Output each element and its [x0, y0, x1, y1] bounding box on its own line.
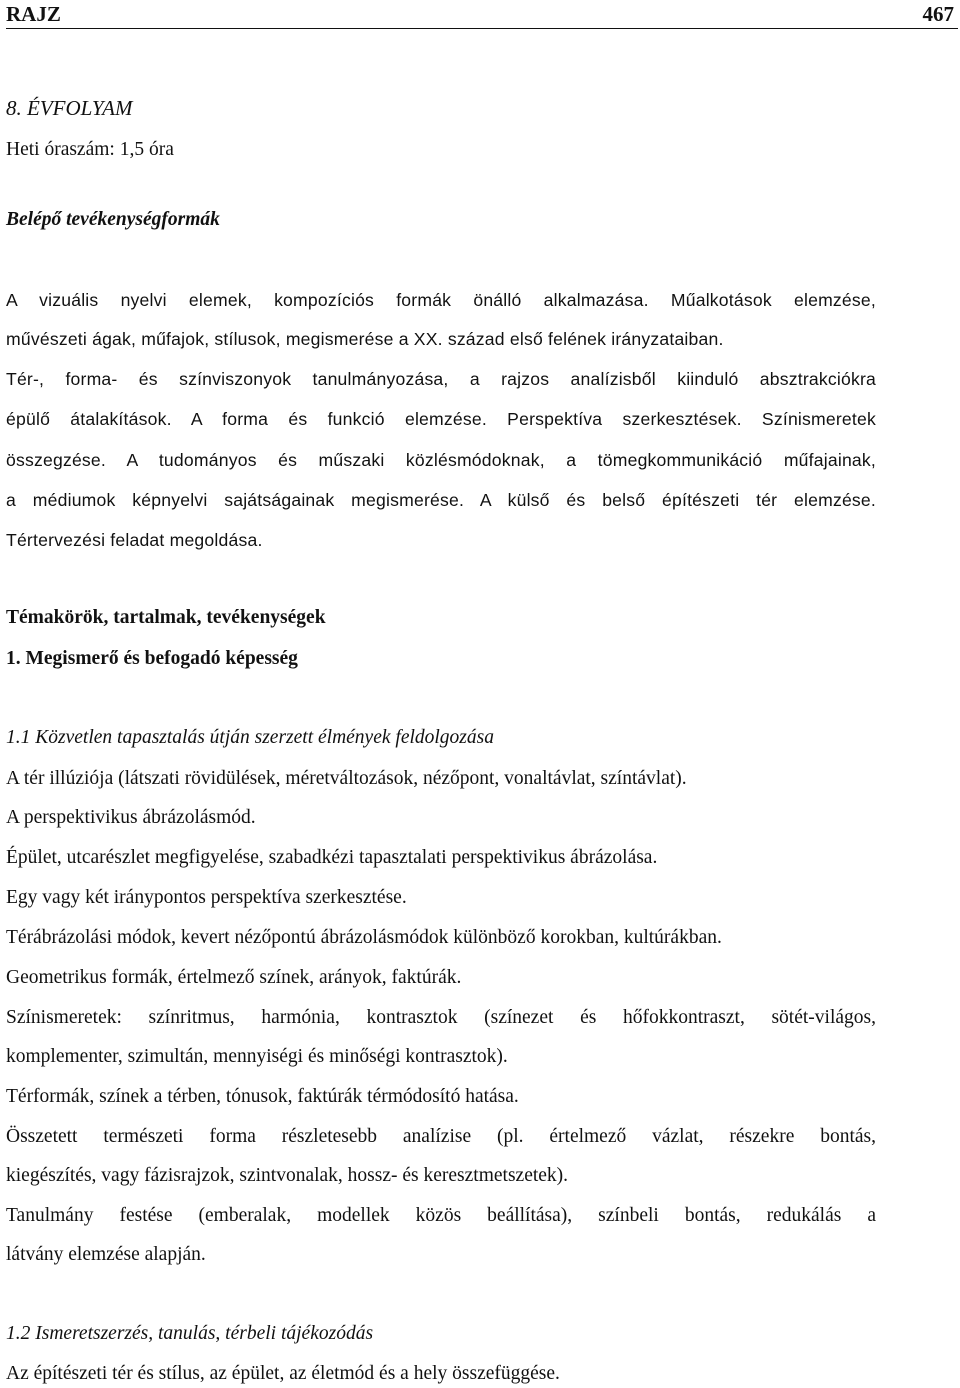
sub1-line: Összetett természeti forma részletesebb analízise (pl. értelmező vázlat, részekre bontás, — [6, 1126, 876, 1147]
entry-line: épülő átalakítások. A forma és funkció elemzése. Perspektíva szerkesztések. Színismeretek — [6, 409, 876, 429]
sub1-line: A perspektivikus ábrázolásmód. — [6, 807, 256, 828]
subsection-1-2-title: 1.2 Ismeretszerzés, tanulás, térbeli tájékozódás — [6, 1323, 374, 1344]
sub1-line: Térábrázolási módok, kevert nézőpontú ábrázolásmódok különböző korokban, kultúrákban. — [6, 927, 722, 948]
sub1-line: Geometrikus formák, értelmező színek, arányok, faktúrák. — [6, 967, 462, 988]
entry-line: Tér-, forma- és színviszonyok tanulmányozása, a rajzos analízisből kiinduló absztrakciókra — [6, 369, 876, 389]
topics-title: Témakörök, tartalmak, tevékenységek — [6, 607, 326, 628]
header-title: RAJZ — [6, 2, 61, 26]
section-1-title: 1. Megismerő és befogadó képesség — [6, 648, 298, 669]
entry-line: összegzése. A tudományos és műszaki közlésmódoknak, a tömegkommunikáció műfajainak, — [6, 450, 876, 470]
entry-line: A vizuális nyelvi elemek, kompozíciós formák önálló alkalmazása. Műalkotások elemzése, — [6, 290, 876, 310]
sub1-line: Egy vagy két iránypontos perspektíva szerkesztése. — [6, 887, 407, 908]
sub1-line: komplementer, szimultán, mennyiségi és minőségi kontrasztok). — [6, 1046, 508, 1067]
sub1-line: A tér illúziója (látszati rövidülések, méretváltozások, nézőpont, vonaltávlat, színtávlat). — [6, 768, 687, 789]
sub1-line: Tanulmány festése (emberalak, modellek közös beállítása), színbeli bontás, redukálás a — [6, 1205, 876, 1226]
page-number: 467 — [922, 2, 954, 26]
sub2-line: Az építészeti tér és stílus, az épület, az életmód és a hely összefüggése. — [6, 1363, 560, 1384]
entry-activities-title: Belépő tevékenységformák — [6, 209, 220, 230]
entry-line: Tértervezési feladat megoldása. — [6, 530, 263, 550]
entry-line: a médiumok képnyelvi sajátságainak megismerése. A külső és belső építészeti tér elemzése. — [6, 490, 876, 510]
sub1-line: Épület, utcarészlet megfigyelése, szabadkézi tapasztalati perspektivikus ábrázolása. — [6, 847, 658, 868]
entry-line: művészeti ágak, műfajok, stílusok, megismerése a XX. század első felének irányzataiban. — [6, 329, 724, 349]
weekly-hours: Heti óraszám: 1,5 óra — [6, 139, 174, 160]
grade-heading: 8. ÉVFOLYAM — [6, 96, 133, 120]
sub1-line: Színismeretek: színritmus, harmónia, kontrasztok (színezet és hőfokkontraszt, sötét-világos, — [6, 1007, 876, 1028]
sub1-line: kiegészítés, vagy fázisrajzok, szintvonalak, hossz- és keresztmetszetek). — [6, 1165, 569, 1186]
subsection-1-1-title: 1.1 Közvetlen tapasztalás útján szerzett élmények feldolgozása — [6, 727, 494, 748]
sub1-line: látvány elemzése alapján. — [6, 1244, 206, 1265]
sub1-line: Térformák, színek a térben, tónusok, faktúrák térmódosító hatása. — [6, 1086, 519, 1107]
page-header — [6, 0, 958, 29]
